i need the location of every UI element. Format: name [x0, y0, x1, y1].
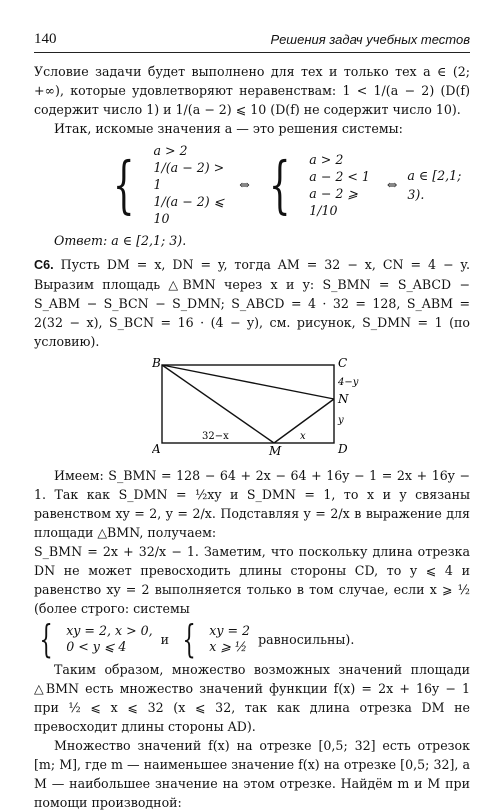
left-brace: { [182, 617, 196, 661]
system-row: 1/(a − 2) ⩽ 10 [153, 194, 225, 226]
problem-text: Пусть DM = x, DN = y, тогда AM = 32 − x, CN = 4 − y. Выразим площадь △BMN через x и y: S_BMN = S_ABCD − S_ABM − S_BCN − S_DMN; S_ABCD = 4 · 32 = 128, S_ABM = 2(32 − x), S_BCN = 16 · (4 − y), см. рисунок, S_DMN = 1 (по условию). [34, 257, 470, 349]
label-c: C [338, 356, 348, 370]
system-row: a > 2 [309, 151, 344, 167]
equivalent-systems [34, 617, 470, 661]
label-a: A [152, 442, 161, 455]
system-row: xy = 2 [209, 623, 251, 638]
paragraph-condition: Условие задачи будет выполнено для тех и только тех a ∈ (2; +∞), которые удовлетворяют неравенствам: 1 < 1/(a − 2) (D(f) содержит число 1) и 1/(a − 2) ⩽ 10 (D(f) не содержит число 10). [34, 64, 470, 117]
system-right [309, 151, 377, 219]
systems-tail: равносильны). [258, 631, 355, 647]
system-row: a > 2 [153, 143, 188, 158]
system-row: x ⩾ ½ [209, 639, 248, 654]
label-b: B [152, 356, 161, 370]
system-row: 1/(a − 2) > 1 [153, 160, 225, 192]
system-b [209, 623, 250, 655]
paragraph-function-set: Таким образом, множество возможных значений площади △BMN есть множество значений функции f(x) = 2x + 16y − 1 при ½ ⩽ x ⩽ 32 (x ⩽ 32, так как длина отрезка DM не превосходит длины стороны AD). [34, 662, 470, 734]
system-row: xy = 2, x > 0, [66, 623, 153, 638]
label-segment-am: 32−x [202, 431, 229, 442]
label-segment-nd: y [338, 415, 344, 426]
answer: Ответ: a ∈ [2,1; 3). [54, 233, 187, 248]
system-a [66, 623, 152, 655]
rectangle-figure [152, 355, 470, 460]
paragraph-derivative: Множество значений f(x) на отрезке [0,5; 32] есть отрезок [m; M], где m — наименьшее значение f(x) на отрезке [0,5; 32], а M — наибольшее значение на этом отрезке. Найдём m и M при помощи производной: [34, 738, 470, 810]
system-row: a − 2 ⩾ 1/10 [309, 185, 358, 218]
paragraph-constraint: S_BMN = 2x + 32/x − 1. Заметим, что поскольку длина отрезка DN не может превосходить длины стороны CD, то y ⩽ 4 и равенство xy = 2 выполняется только в том случае, если x ⩾ ½ (более строго: системы [34, 544, 470, 616]
label-m: M [269, 444, 282, 455]
left-brace: { [39, 617, 53, 661]
running-title: Решения задач учебных тестов [270, 32, 470, 47]
paragraph-area-expression: Имеем: S_BMN = 128 − 64 + 2x − 64 + 16y − 1 = 2x + 16y − 1. Так как S_DMN = ½xy и S_DMN = 1, то x и y связаны равенством xy = 2, y = 2/x. Подставляя y = 2/x в выражение для площади △BMN, получаем: [34, 468, 470, 540]
left-brace: { [112, 147, 135, 221]
equivalence-arrow: ⇔ [239, 177, 250, 192]
problem-c6 [34, 255, 470, 351]
label-segment-cn: 4−y [338, 377, 359, 388]
page-header [34, 30, 470, 53]
inequality-system [104, 142, 470, 227]
left-brace: { [268, 147, 291, 221]
system-row: a − 2 < 1 [309, 168, 370, 184]
system-result: a ∈ [2,1; 3). [407, 167, 462, 202]
label-segment-md: x [300, 431, 306, 442]
label-d: D [338, 442, 348, 455]
label-n: N [338, 392, 349, 406]
system-left [153, 142, 229, 227]
problem-label: С6. [34, 258, 54, 272]
equivalence-arrow: ⇔ [386, 177, 398, 192]
page-number: 140 [34, 31, 57, 47]
paragraph-system-intro: Итак, искомые значения a — это решения системы: [54, 121, 403, 136]
geometry-diagram [152, 355, 382, 455]
system-row: 0 < y ⩽ 4 [66, 639, 127, 654]
conjunction: и [160, 631, 170, 647]
